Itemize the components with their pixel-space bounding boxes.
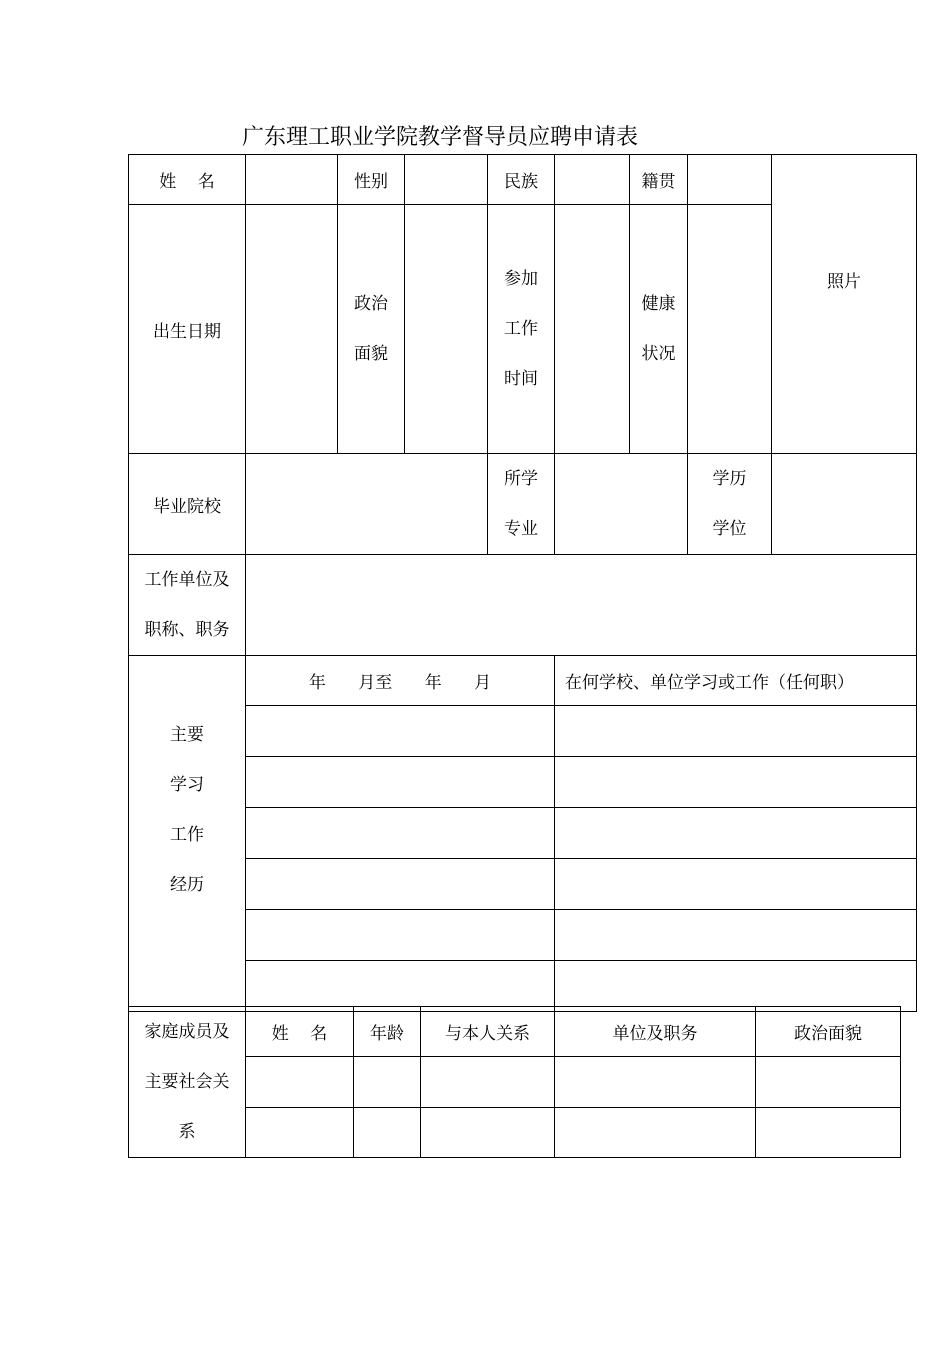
period-cell[interactable] bbox=[246, 961, 555, 1012]
experience-row bbox=[129, 706, 917, 757]
period-cell[interactable] bbox=[246, 859, 555, 910]
form-title: 广东理工职业学院教学督导员应聘申请表 bbox=[241, 125, 638, 150]
experience-row bbox=[129, 961, 917, 1012]
period-cell[interactable] bbox=[246, 757, 555, 808]
family-relation-cell[interactable] bbox=[421, 1107, 555, 1157]
native-place-field[interactable] bbox=[688, 155, 772, 205]
period-cell[interactable] bbox=[246, 808, 555, 859]
period-cell[interactable] bbox=[246, 706, 555, 757]
political-status-label: 政治 面貌 bbox=[338, 205, 405, 454]
period-cell[interactable] bbox=[246, 910, 555, 961]
work-start-field[interactable] bbox=[555, 205, 630, 454]
place-cell[interactable] bbox=[555, 757, 917, 808]
family-age-cell[interactable] bbox=[354, 1057, 421, 1107]
family-name-cell[interactable] bbox=[246, 1107, 354, 1157]
place-cell[interactable] bbox=[555, 706, 917, 757]
experience-row bbox=[129, 808, 917, 859]
experience-row bbox=[129, 757, 917, 808]
experience-label: 主要 学习 工作 经历 bbox=[129, 656, 246, 1012]
family-name-cell[interactable] bbox=[246, 1057, 354, 1107]
place-header: 在何学校、单位学习或工作（任何职） bbox=[555, 656, 917, 706]
birth-date-label: 出生日期 bbox=[129, 205, 246, 454]
graduate-school-label: 毕业院校 bbox=[129, 454, 246, 555]
family-relation-cell[interactable] bbox=[421, 1057, 555, 1107]
family-political-cell[interactable] bbox=[756, 1107, 901, 1157]
photo-box[interactable] bbox=[772, 155, 917, 454]
native-place-label: 籍贯 bbox=[630, 155, 688, 205]
political-status-field[interactable] bbox=[405, 205, 488, 454]
family-political-header: 政治面貌 bbox=[756, 1007, 901, 1057]
work-start-label: 参加 工作 时间 bbox=[488, 205, 555, 454]
health-label: 健康 状况 bbox=[630, 205, 688, 454]
place-cell[interactable] bbox=[555, 961, 917, 1012]
family-political-cell[interactable] bbox=[756, 1057, 901, 1107]
graduate-school-field[interactable] bbox=[246, 454, 488, 555]
family-table bbox=[128, 1006, 901, 1158]
place-cell[interactable] bbox=[555, 808, 917, 859]
application-form-table bbox=[128, 154, 917, 1012]
place-cell[interactable] bbox=[555, 910, 917, 961]
family-relation-header: 与本人关系 bbox=[421, 1007, 555, 1057]
photo-label: 照片 bbox=[827, 272, 861, 292]
ethnicity-label: 民族 bbox=[488, 155, 555, 205]
period-header: 年 月至 年 月 bbox=[246, 656, 555, 706]
family-age-cell[interactable] bbox=[354, 1107, 421, 1157]
health-field[interactable] bbox=[688, 205, 772, 454]
family-label: 家庭成员及 主要社会关 系 bbox=[129, 1007, 246, 1158]
degree-label: 学历 学位 bbox=[688, 454, 772, 555]
family-unit-cell[interactable] bbox=[555, 1057, 756, 1107]
family-name-header: 姓 名 bbox=[246, 1007, 354, 1057]
birth-date-field[interactable] bbox=[246, 205, 338, 454]
place-cell[interactable] bbox=[555, 859, 917, 910]
gender-field[interactable] bbox=[405, 155, 488, 205]
major-field[interactable] bbox=[555, 454, 688, 555]
major-label: 所学 专业 bbox=[488, 454, 555, 555]
work-unit-label: 工作单位及 职称、职务 bbox=[129, 555, 246, 656]
work-unit-field[interactable] bbox=[246, 555, 917, 656]
family-age-header: 年龄 bbox=[354, 1007, 421, 1057]
family-unit-header: 单位及职务 bbox=[555, 1007, 756, 1057]
experience-row bbox=[129, 859, 917, 910]
experience-row bbox=[129, 910, 917, 961]
gender-label: 性别 bbox=[338, 155, 405, 205]
name-field[interactable] bbox=[246, 155, 338, 205]
name-label: 姓 名 bbox=[129, 155, 246, 205]
ethnicity-field[interactable] bbox=[555, 155, 630, 205]
degree-field[interactable] bbox=[772, 454, 917, 555]
family-unit-cell[interactable] bbox=[555, 1107, 756, 1157]
